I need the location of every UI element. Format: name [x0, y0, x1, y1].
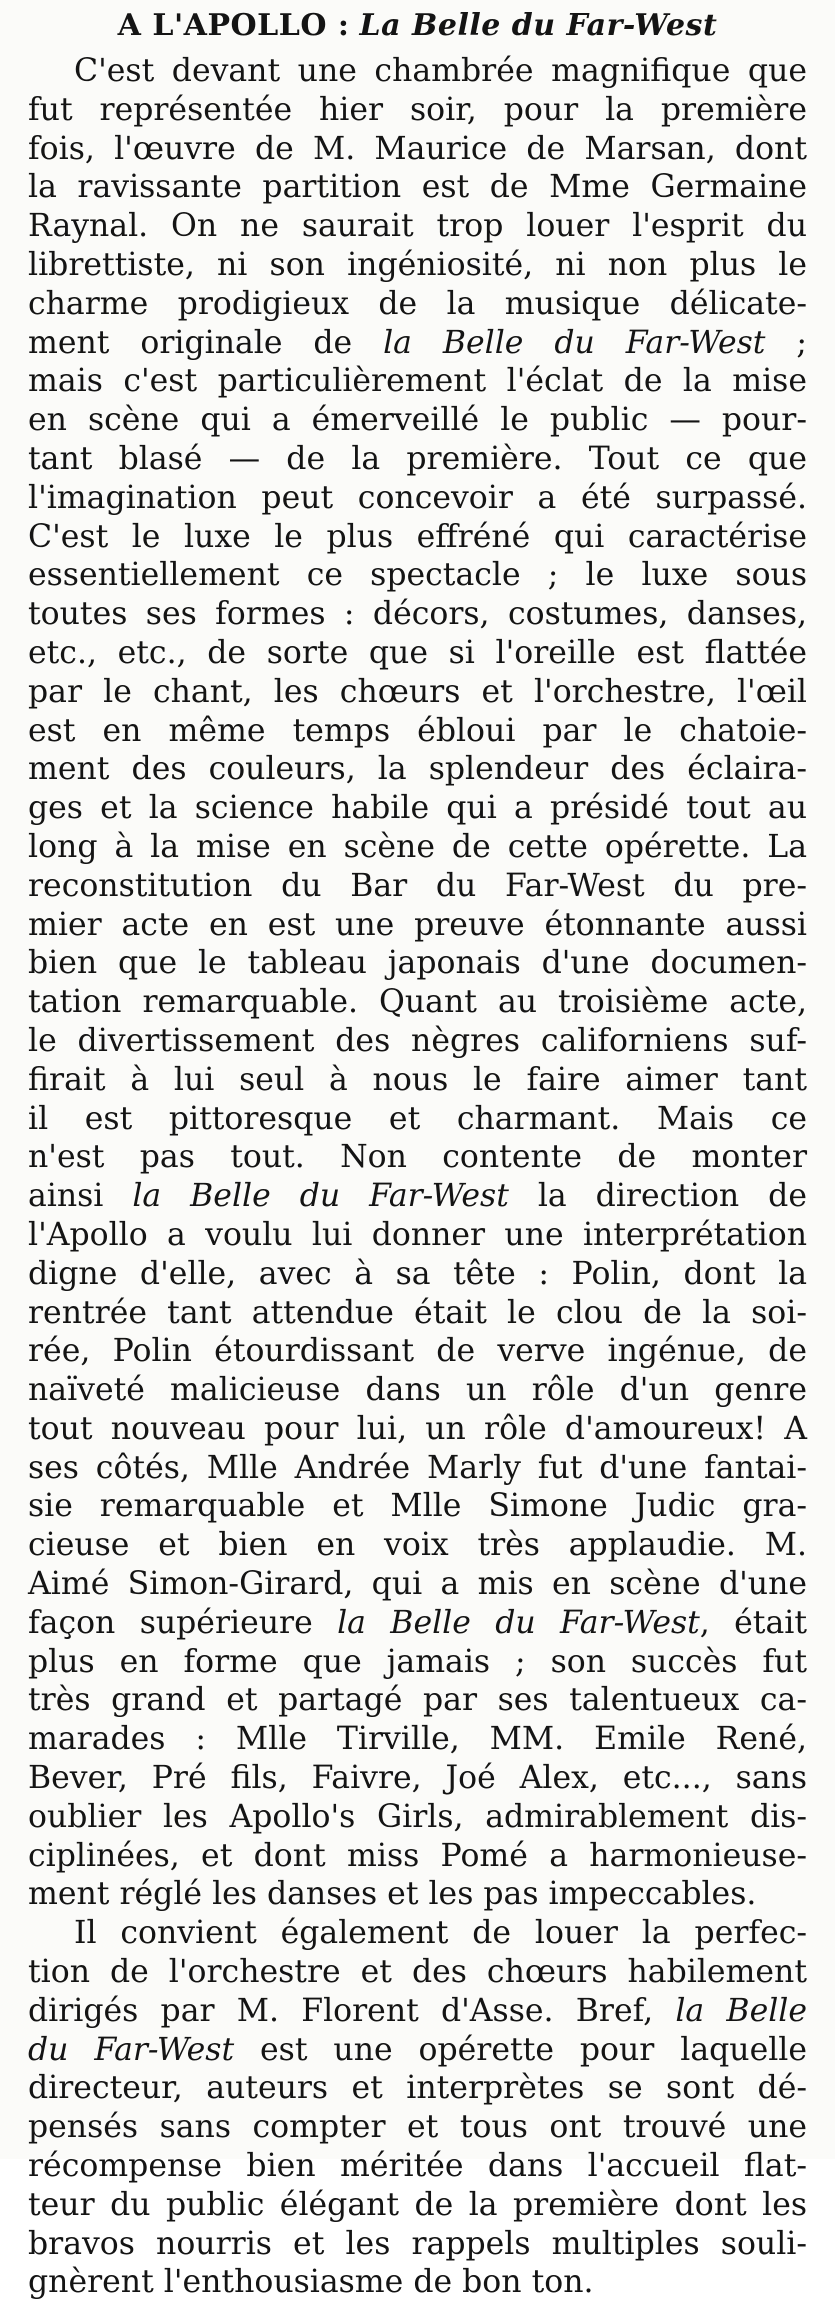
text-line: [28, 1565, 807, 1604]
line-text: rée, Polin étourdissant de verve ingénue, de: [28, 1333, 807, 1370]
line-text: essentiellement ce spectacle ; le luxe sous: [28, 557, 807, 594]
text-line: [28, 2108, 807, 2147]
text-line: [28, 906, 807, 945]
text-line: [28, 595, 807, 634]
line-text: n'est pas tout. Non contente de monter: [28, 1139, 807, 1176]
text-line: [28, 518, 807, 557]
text-line: [28, 324, 807, 363]
text-line: [28, 556, 807, 595]
text-line: [28, 1449, 807, 1488]
line-text: teur du public élégant de la première dont les: [28, 2186, 807, 2223]
italic-title-text: la Belle du Far-West: [132, 1178, 509, 1215]
italic-title-text: la Belle: [675, 1992, 808, 2029]
line-text: l'Apollo a voulu lui donner une interprétation: [28, 1216, 807, 1253]
line-text: rentrée tant attendue était le clou de la soi-: [28, 1294, 807, 1331]
text-line: [28, 1371, 807, 1410]
line-text: le divertissement des nègres californiens suf-: [28, 1022, 807, 1059]
text-line: [28, 479, 807, 518]
text-line: [28, 207, 807, 246]
line-text: long à la mise en scène de cette opérette. La: [28, 828, 807, 865]
text-line: [28, 1953, 807, 1992]
text-line: [28, 828, 807, 867]
line-text: ses côtés, Mlle Andrée Marly fut d'une fantai-: [28, 1449, 807, 1486]
text-line: [28, 1022, 807, 1061]
text-line: [28, 2147, 807, 2186]
line-text: la direction de: [508, 1178, 807, 1215]
text-line: [28, 1914, 807, 1953]
text-line: [28, 867, 807, 906]
line-text: toutes ses formes : décors, costumes, danses,: [28, 596, 807, 633]
article-paragraph-1: [28, 52, 807, 1914]
text-line: [28, 1759, 807, 1798]
text-line: [28, 1138, 807, 1177]
text-line: [28, 1177, 807, 1216]
text-line: [28, 362, 807, 401]
line-text: oublier les Apollo's Girls, admirablement dis-: [28, 1798, 807, 1835]
line-text: , était: [699, 1604, 807, 1641]
line-text: firait à lui seul à nous le faire aimer tant: [28, 1061, 807, 1098]
line-text: ges et la science habile qui a présidé tout au: [28, 790, 807, 827]
line-text: ainsi: [28, 1178, 133, 1215]
italic-title-text: du Far-West: [28, 2031, 235, 2068]
text-line: [28, 1061, 807, 1100]
text-line: [28, 91, 807, 130]
text-line: [28, 789, 807, 828]
line-text: par le chant, les chœurs et l'orchestre, l'œil: [28, 673, 807, 710]
line-text: mais c'est particulièrement l'éclat de la mise: [28, 363, 807, 400]
line-text: naïveté malicieuse dans un rôle d'un genre: [28, 1372, 807, 1409]
text-line: [28, 1294, 807, 1333]
line-text: charme prodigieux de la musique délicate-: [28, 285, 807, 322]
text-line: [28, 440, 807, 479]
text-line: [28, 1992, 807, 2031]
line-text: Aimé Simon-Girard, qui a mis en scène d'une: [28, 1566, 807, 1603]
line-text: ment réglé les danses et les pas impeccables.: [28, 1876, 757, 1913]
text-line: [28, 2069, 807, 2108]
line-text: plus en forme que jamais ; son succès fut: [28, 1643, 807, 1680]
line-text: Bever, Pré fils, Faivre, Joé Alex, etc..., sans: [28, 1760, 807, 1797]
italic-title-text: la Belle du Far-West: [383, 324, 766, 361]
line-text: ment des couleurs, la splendeur des éclaira-: [28, 751, 807, 788]
line-text: librettiste, ni son ingéniosité, ni non plus le: [28, 246, 807, 283]
text-line: [28, 2225, 807, 2264]
line-text: tout nouveau pour lui, un rôle d'amoureux! A: [28, 1410, 807, 1447]
line-text: la ravissante partition est de Mme Germaine: [28, 169, 807, 206]
text-line: [28, 1875, 807, 1914]
line-text: ment originale de: [28, 324, 384, 361]
line-text: digne d'elle, avec à sa tête : Polin, dont la: [28, 1255, 807, 1292]
line-text: C'est devant une chambrée magnifique que: [74, 53, 807, 89]
text-line: [28, 1837, 807, 1876]
line-text: dirigés par M. Florent d'Asse. Bref,: [28, 1992, 676, 2029]
line-text: très grand et partagé par ses talentueux ca-: [28, 1682, 807, 1719]
text-line: [28, 1681, 807, 1720]
text-line: [28, 1332, 807, 1371]
text-line: [28, 983, 807, 1022]
line-text: fois, l'œuvre de M. Maurice de Marsan, dont: [28, 130, 807, 167]
line-text: C'est le luxe le plus effréné qui caractérise: [28, 518, 807, 555]
text-line: [28, 673, 807, 712]
text-line: [28, 1643, 807, 1682]
text-line: [28, 712, 807, 751]
text-line: [28, 634, 807, 673]
text-line: [28, 2186, 807, 2225]
text-line: [28, 401, 807, 440]
text-line: [28, 246, 807, 285]
article-title-show: La Belle du Far-West: [359, 8, 718, 43]
line-text: bien que le tableau japonais d'une documen-: [28, 945, 807, 982]
line-text: ciplinées, et dont miss Pomé a harmonieuse-: [28, 1837, 807, 1874]
line-text: sie remarquable et Mlle Simone Judic gra-: [28, 1488, 807, 1525]
text-line: [28, 1255, 807, 1294]
text-line: [28, 1798, 807, 1837]
text-line: [28, 52, 807, 91]
article-title-venue: A L'APOLLO :: [117, 8, 350, 43]
line-text: ;: [765, 324, 807, 361]
article-paragraph-2: [28, 1914, 807, 2302]
line-text: marades : Mlle Tirville, MM. Emile René,: [28, 1721, 807, 1758]
line-text: directeur, auteurs et interprètes se sont dé-: [28, 2070, 807, 2107]
text-line: [28, 1720, 807, 1759]
text-line: [28, 1604, 807, 1643]
line-text: est une opérette pour laquelle: [234, 2031, 808, 2068]
line-text: mier acte en est une preuve étonnante aussi: [28, 906, 807, 943]
line-text: tant blasé — de la première. Tout ce que: [28, 440, 807, 477]
line-text: récompense bien méritée dans l'accueil flat-: [28, 2148, 807, 2185]
text-line: [28, 1216, 807, 1255]
line-text: il est pittoresque et charmant. Mais ce: [28, 1100, 807, 1137]
line-text: fut représentée hier soir, pour la première: [28, 91, 807, 128]
line-text: Il convient également de louer la perfec-: [74, 1915, 807, 1952]
line-text: reconstitution du Bar du Far-West du pre-: [28, 867, 807, 904]
line-text: Raynal. On ne saurait trop louer l'esprit du: [28, 208, 807, 245]
text-line: [28, 750, 807, 789]
text-line: [28, 1100, 807, 1139]
article-body: [28, 52, 807, 2302]
text-line: [28, 944, 807, 983]
line-text: tation remarquable. Quant au troisième acte,: [28, 984, 807, 1021]
line-text: en scène qui a émerveillé le public — pour-: [28, 402, 807, 439]
line-text: pensés sans compter et tous ont trouvé une: [28, 2109, 807, 2146]
line-text: est en même temps ébloui par le chatoie-: [28, 712, 807, 749]
text-line: [28, 1526, 807, 1565]
text-line: [28, 2031, 807, 2070]
italic-title-text: la Belle du Far-West: [337, 1604, 700, 1641]
text-line: [28, 130, 807, 169]
line-text: l'imagination peut concevoir a été surpassé.: [28, 479, 807, 516]
line-text: etc., etc., de sorte que si l'oreille est flattée: [28, 634, 807, 671]
line-text: gnèrent l'enthousiasme de bon ton.: [28, 2264, 594, 2301]
text-line: [28, 2263, 807, 2302]
text-line: [28, 168, 807, 207]
article-title: [28, 6, 807, 46]
text-line: [28, 1487, 807, 1526]
text-line: [28, 1410, 807, 1449]
line-text: tion de l'orchestre et des chœurs habilement: [28, 1954, 807, 1991]
line-text: bravos nourris et les rappels multiples souli-: [28, 2225, 807, 2262]
line-text: façon supérieure: [28, 1604, 338, 1641]
line-text: cieuse et bien en voix très applaudie. M.: [28, 1527, 807, 1564]
text-line: [28, 285, 807, 324]
